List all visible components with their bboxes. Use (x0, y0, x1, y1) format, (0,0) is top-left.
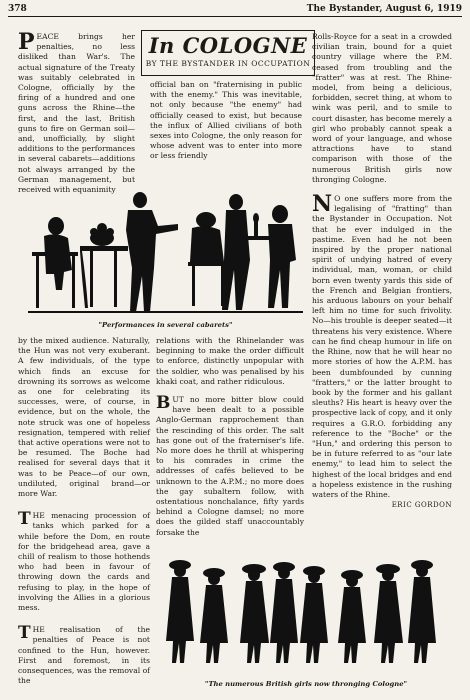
column-1-top (18, 29, 135, 195)
drop-cap: N (312, 191, 333, 218)
column-2-bottom (156, 336, 304, 538)
paragraph: UT no more bitter blow could have been dealt to a possible Anglo-German rapprochement than the rescinding of this order. The salt has gone out of the fraterniser's life. No more does he thrill at whispering to his comrades in crime the addresses of cafés believed to be unknown to the A.P.M.; no more does the gay subaltern follow, with ostentatious nonchalance, fifty yards behind a Cologne damsel; no more does the gilded staff unaccountably forsake the (156, 395, 304, 537)
drop-cap: T (18, 623, 31, 644)
paragraph: Rolls-Royce for a seat in a crowded civilian train, bound for a quiet country village where the P.M. ceased from troubling and the "fratter" was at rest. The Rhine-model, from being a delicious, forbidden, secret thing, at whom to wink was peril, and to smile to court disaster, has become merely a girl who probably cannot speak a word of your language, and whose attractions have to stand comparison with those of the numerous British girls now thronging Cologne. (312, 32, 452, 184)
paragraph: EACE brings her penalties, no less disliked than War's. The actual signature of the Treaty was suitably celebrated in Cologne, officially by the firing of a hundred and one guns across the Rhine—the first, and the last, British guns to fire on German soil—and, unofficially, by slight additions to the performances in several cabarets—additions not always arranged by the German management, but received with equanimity (18, 32, 135, 195)
illustration-caption-top: "Performances in several cabarets" (98, 321, 233, 329)
author-signature: ERIC GORDON (391, 501, 452, 510)
procession-illustration (160, 555, 452, 675)
paragraph: official ban on "fraternising in public with the enemy." This was inevitable, not only because "the enemy" had officially ceased to exist, but because the influx of Allied civilians of both sexes into Cologne, the only reason for whose advent was to enter into more or less friendly (150, 80, 302, 161)
column-2-top (150, 80, 302, 162)
paragraph: relations with the Rhinelander was beginning to make the order difficult to enforce, distinctly unpopular with the soldier, who was penalised by his khaki coat, and rather ridiculous. (156, 336, 304, 386)
illustration-caption-bottom: "The numerous British girls now thronging Cologne" (204, 680, 408, 688)
byline: BY THE BYSTANDER IN OCCUPATION (145, 59, 311, 68)
drop-cap: T (18, 509, 31, 530)
paragraph: HE realisation of the penalties of Peace is not confined to the Hun, however. First and foremost, in its consequences, was the removal of the (18, 625, 150, 686)
column-3 (312, 32, 452, 510)
cabaret-illustration (28, 190, 303, 318)
article-title: In COLOGNE (148, 33, 308, 58)
paragraph: O one suffers more from the legalising of "fratting" than the Bystander in Occupation. Not that he ever indulged in the pastime. Even had he not been inspired by the proper national spirit of undying hatred of every individual, man, woman, or child born even twenty yards this side of the French and Belgian frontiers, his arduous labours on your behalf left him no time for such frivolity. No—his trouble is deeper seated—it threatens his very existence. Where can he find cheap humour in life on the Rhine, now that he will hear no more stories of how the A.P.M. has been dumbfounded by cunning "fratters," or the latter brought to book by the former and his gallant sleuths? His heart is heavy over the prospective lack of copy, and it only requires a G.R.O. forbidding any reference to the "Boche" or the "Hun," and ordering this person to be in future referred to as "our late enemy," to lead him to select the highest of the local bridges and end a hopeless existence in the rushing waters of the Rhine. (312, 194, 452, 499)
running-head: The Bystander, August 6, 1919 (306, 4, 462, 14)
drop-cap: B (156, 393, 171, 414)
paragraph: HE menacing procession of tanks which parked for a while before the Dom, en route for the bridgehead area, gave a chill of realism to those hothends who had been in favour of throwing down the cards and refusing to play, in the hope of involving the Allies in a glorious mess. (18, 511, 150, 613)
drop-cap: P (18, 29, 35, 55)
header-rule (8, 16, 462, 17)
article-title-box (141, 30, 315, 76)
paragraph: by the mixed audience. Naturally, the Hun was not very exuberant. A few individuals, of the type which finds an excuse for drowning its sorrows as welcome as one for celebrating its successes, were, of course, in evidence, but on the whole, the note struck was one of hopeless resignation, tempered with relief that active operations were not to be resumed. The Boche had realised for several days that it was to be Peace—of our own, undiluted, original brand—or more War. (18, 336, 150, 499)
page-number: 378 (8, 4, 27, 14)
column-1-bottom (18, 336, 150, 687)
